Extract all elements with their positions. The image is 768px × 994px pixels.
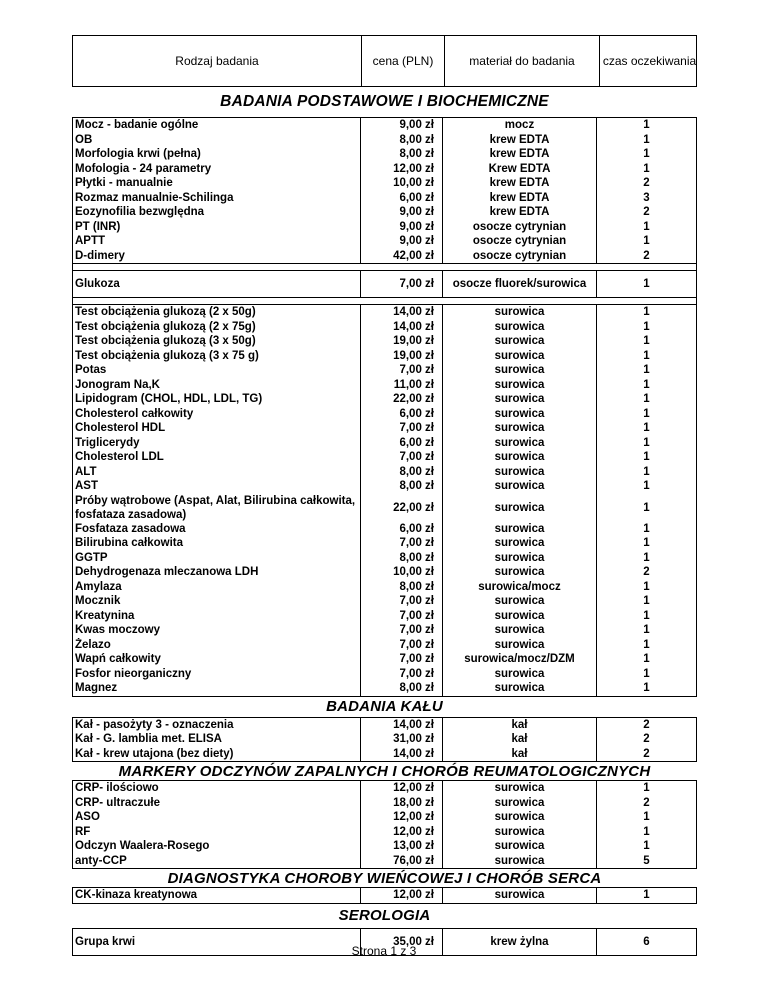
test-price: 9,00 zł <box>361 220 443 235</box>
test-price: 35,00 zł <box>361 929 443 955</box>
test-name: Fosfataza zasadowa <box>73 522 361 537</box>
test-name: Triglicerydy <box>73 436 361 451</box>
table-group <box>72 780 697 869</box>
test-name: AST <box>73 479 361 494</box>
table-row <box>73 191 696 206</box>
test-wait-time: 2 <box>643 718 650 731</box>
table-row <box>73 796 696 811</box>
test-name: Mofologia - 24 parametry <box>73 162 361 177</box>
test-price: 42,00 zł <box>361 249 443 264</box>
test-material: surowica <box>443 551 597 566</box>
test-price: 76,00 zł <box>361 854 443 869</box>
test-price: 6,00 zł <box>361 191 443 206</box>
test-material: surowica <box>443 565 597 580</box>
test-material: surowica <box>443 378 597 393</box>
table-row <box>73 652 696 667</box>
table-row <box>73 118 696 133</box>
test-name: Kał - G. lamblia met. ELISA <box>73 732 361 747</box>
test-wait-time: 1 <box>643 653 650 665</box>
test-price: 10,00 zł <box>361 176 443 191</box>
test-wait-time: 2 <box>643 177 650 189</box>
test-price: 8,00 zł <box>361 479 443 494</box>
test-wait-time: 2 <box>643 206 650 218</box>
test-price: 10,00 zł <box>361 565 443 580</box>
table-row <box>73 234 696 249</box>
test-price: 7,00 zł <box>361 594 443 609</box>
test-material: kał <box>443 732 597 747</box>
test-material: surowica <box>443 494 597 522</box>
test-price: 7,00 zł <box>361 536 443 551</box>
table-row <box>73 205 696 220</box>
test-material: krew żylna <box>443 929 597 955</box>
test-material: surowica <box>443 781 597 796</box>
test-wait-time: 1 <box>643 133 650 146</box>
test-material: surowica <box>443 810 597 825</box>
table-row <box>73 436 696 451</box>
test-price: 12,00 zł <box>361 162 443 177</box>
table-row <box>73 363 696 378</box>
test-price: 7,00 zł <box>361 667 443 682</box>
price-table <box>72 35 697 956</box>
test-price: 7,00 zł <box>361 609 443 624</box>
test-wait-time: 1 <box>643 782 650 794</box>
test-wait-time: 1 <box>643 522 650 535</box>
test-material: osocze cytrynian <box>443 234 597 249</box>
test-wait-time: 1 <box>643 393 650 405</box>
test-material: surowica <box>443 609 597 624</box>
test-wait-time: 1 <box>643 638 650 651</box>
test-name: Eozynofilia bezwględna <box>73 205 361 220</box>
test-name: Cholesterol HDL <box>73 421 361 436</box>
table-row <box>73 536 696 551</box>
test-material: surowica <box>443 450 597 465</box>
table-row <box>73 667 696 682</box>
test-material: Krew EDTA <box>443 162 597 177</box>
table-row <box>73 305 696 320</box>
test-material: osocze cytrynian <box>443 220 597 235</box>
test-material: surowica <box>443 465 597 480</box>
table-row <box>73 825 696 840</box>
test-name: PT (INR) <box>73 220 361 235</box>
test-price: 7,00 zł <box>361 421 443 436</box>
table-row <box>73 638 696 653</box>
test-wait-time: 1 <box>643 451 650 463</box>
test-name: Bilirubina całkowita <box>73 536 361 551</box>
table-header <box>72 35 697 87</box>
test-name: Żelazo <box>73 638 361 653</box>
table-row <box>73 810 696 825</box>
test-price: 22,00 zł <box>361 494 443 522</box>
test-material: surowica <box>443 522 597 537</box>
table-row <box>73 494 696 522</box>
test-name: OB <box>73 133 361 148</box>
test-name: Mocz - badanie ogólne <box>73 118 361 133</box>
test-name: CK-kinaza kreatynowa <box>73 888 361 903</box>
col-header-name: Rodzaj badania <box>175 54 259 68</box>
test-material: krew EDTA <box>443 133 597 148</box>
test-material: surowica <box>443 825 597 840</box>
test-wait-time: 1 <box>643 465 650 478</box>
test-material: surowica <box>443 888 597 903</box>
test-wait-time: 1 <box>643 349 650 362</box>
test-price: 7,00 zł <box>361 363 443 378</box>
test-wait-time: 2 <box>643 747 650 760</box>
test-name: Potas <box>73 363 361 378</box>
test-price: 18,00 zł <box>361 796 443 811</box>
table-row <box>73 334 696 349</box>
test-price: 9,00 zł <box>361 234 443 249</box>
test-wait-time: 1 <box>643 378 650 391</box>
test-price: 12,00 zł <box>361 888 443 903</box>
test-price: 19,00 zł <box>361 334 443 349</box>
section-title: MARKERY ODCZYNÓW ZAPALNYCH I CHORÓB REUMATOLOGICZNYCH <box>118 762 651 780</box>
table-row <box>73 781 696 796</box>
test-material: surowica/mocz/DZM <box>443 652 597 667</box>
test-price: 7,00 zł <box>361 450 443 465</box>
test-price: 8,00 zł <box>361 580 443 595</box>
table-row <box>73 594 696 609</box>
test-name: RF <box>73 825 361 840</box>
test-material: surowica/mocz <box>443 580 597 595</box>
test-material: surowica <box>443 479 597 494</box>
test-wait-time: 1 <box>643 825 650 838</box>
table-row <box>73 162 696 177</box>
test-name: Rozmaz manualnie-Schilinga <box>73 191 361 206</box>
test-name: Test obciążenia glukozą (3 x 50g) <box>73 334 361 349</box>
test-wait-time: 1 <box>643 595 650 607</box>
test-material: mocz <box>443 118 597 133</box>
table-row <box>73 718 696 733</box>
table-group <box>72 270 697 298</box>
test-wait-time: 1 <box>643 624 650 636</box>
test-wait-time: 1 <box>643 480 650 492</box>
test-name: ALT <box>73 465 361 480</box>
table-row <box>73 465 696 480</box>
test-price: 8,00 zł <box>361 465 443 480</box>
test-price: 14,00 zł <box>361 718 443 733</box>
test-material: osocze fluorek/surowica <box>443 271 597 297</box>
table-row <box>73 580 696 595</box>
test-name: GGTP <box>73 551 361 566</box>
test-wait-time: 1 <box>643 235 650 247</box>
test-name: Kał - pasożyty 3 - oznaczenia <box>73 718 361 733</box>
table-row <box>73 147 696 162</box>
section-title: BADANIA PODSTAWOWE I BIOCHEMICZNE <box>220 93 549 110</box>
test-name: Płytki - manualnie <box>73 176 361 191</box>
test-name: Mocznik <box>73 594 361 609</box>
test-material: surowica <box>443 536 597 551</box>
test-wait-time: 1 <box>643 407 650 420</box>
test-price: 9,00 zł <box>361 205 443 220</box>
test-wait-time: 1 <box>643 609 650 622</box>
test-name: Glukoza <box>73 271 361 297</box>
test-material: surowica <box>443 638 597 653</box>
table-row <box>73 320 696 335</box>
test-price: 19,00 zł <box>361 349 443 364</box>
test-name: ASO <box>73 810 361 825</box>
test-wait-time: 1 <box>643 335 650 347</box>
test-price: 8,00 zł <box>361 133 443 148</box>
test-wait-time: 1 <box>643 320 650 333</box>
test-wait-time: 2 <box>643 796 650 809</box>
section-title: BADANIA KAŁU <box>326 698 443 715</box>
test-price: 7,00 zł <box>361 271 443 297</box>
test-price: 14,00 zł <box>361 747 443 762</box>
test-wait-time: 1 <box>643 422 650 434</box>
test-wait-time: 1 <box>643 537 650 549</box>
test-material: kał <box>443 718 597 733</box>
test-material: krew EDTA <box>443 176 597 191</box>
test-price: 13,00 zł <box>361 839 443 854</box>
test-material: kał <box>443 747 597 762</box>
test-material: osocze cytrynian <box>443 249 597 264</box>
test-price: 7,00 zł <box>361 623 443 638</box>
table-row <box>73 839 696 854</box>
table-row <box>73 421 696 436</box>
table-row <box>73 378 696 393</box>
test-wait-time: 1 <box>643 162 650 175</box>
test-price: 22,00 zł <box>361 392 443 407</box>
test-material: surowica <box>443 839 597 854</box>
test-material: surowica <box>443 681 597 696</box>
table-row <box>73 522 696 537</box>
test-wait-time: 1 <box>643 840 650 852</box>
test-material: surowica <box>443 667 597 682</box>
table-row <box>73 271 696 297</box>
test-material: surowica <box>443 594 597 609</box>
table-row <box>73 609 696 624</box>
test-wait-time: 6 <box>643 935 650 948</box>
test-wait-time: 1 <box>643 811 650 823</box>
section-title: DIAGNOSTYKA CHOROBY WIEŃCOWEJ I CHORÓB SERCA <box>167 869 602 887</box>
test-name: Test obciążenia glukozą (2 x 75g) <box>73 320 361 335</box>
test-price: 7,00 zł <box>361 652 443 667</box>
test-wait-time: 2 <box>643 566 650 578</box>
page-footer: Strona 1 z 3 <box>351 944 417 958</box>
test-wait-time: 1 <box>643 580 650 593</box>
test-price: 14,00 zł <box>361 305 443 320</box>
test-name: Cholesterol całkowity <box>73 407 361 422</box>
test-wait-time: 3 <box>643 191 650 204</box>
test-material: surowica <box>443 421 597 436</box>
table-row <box>73 551 696 566</box>
test-wait-time: 1 <box>643 436 650 449</box>
test-name: Magnez <box>73 681 361 696</box>
test-price: 8,00 zł <box>361 681 443 696</box>
table-group <box>72 717 697 763</box>
table-row <box>73 854 696 869</box>
test-material: surowica <box>443 623 597 638</box>
table-group <box>72 304 697 697</box>
table-row <box>73 392 696 407</box>
col-header-price: cena (PLN) <box>361 36 444 86</box>
test-material: surowica <box>443 334 597 349</box>
test-price: 8,00 zł <box>361 551 443 566</box>
test-name: Grupa krwi <box>73 929 361 955</box>
section-title: SEROLOGIA <box>338 907 431 924</box>
test-price: 11,00 zł <box>361 378 443 393</box>
test-material: surowica <box>443 796 597 811</box>
test-price: 31,00 zł <box>361 732 443 747</box>
test-material: surowica <box>443 854 597 869</box>
table-row <box>73 176 696 191</box>
test-wait-time: 1 <box>643 119 650 131</box>
table-row <box>73 407 696 422</box>
test-wait-time: 1 <box>643 682 650 694</box>
test-name: CRP- ultraczułe <box>73 796 361 811</box>
table-row <box>73 732 696 747</box>
table-row <box>73 888 696 903</box>
test-material: surowica <box>443 392 597 407</box>
test-name: Test obciążenia glukozą (2 x 50g) <box>73 305 361 320</box>
test-wait-time: 5 <box>643 854 650 867</box>
test-name: Morfologia krwi (pełna) <box>73 147 361 162</box>
test-wait-time: 1 <box>643 364 650 376</box>
test-name: Odczyn Waalera-Rosego <box>73 839 361 854</box>
test-material: surowica <box>443 363 597 378</box>
test-wait-time: 1 <box>643 220 650 233</box>
test-name: Lipidogram (CHOL, HDL, LDL, TG) <box>73 392 361 407</box>
test-material: krew EDTA <box>443 147 597 162</box>
table-group <box>72 117 697 264</box>
test-name: APTT <box>73 234 361 249</box>
test-price: 12,00 zł <box>361 810 443 825</box>
table-row <box>73 133 696 148</box>
test-name: CRP- ilościowo <box>73 781 361 796</box>
test-name: Próby wątrobowe (Aspat, Alat, Bilirubina całkowita, fosfataza zasadowa) <box>73 494 361 522</box>
test-price: 6,00 zł <box>361 407 443 422</box>
test-material: surowica <box>443 305 597 320</box>
table-row <box>73 747 696 762</box>
test-wait-time: 1 <box>643 667 650 680</box>
table-row <box>73 479 696 494</box>
test-name: Wapń całkowity <box>73 652 361 667</box>
test-price: 12,00 zł <box>361 781 443 796</box>
test-price: 9,00 zł <box>361 118 443 133</box>
col-header-material: materiał do badania <box>444 36 599 86</box>
table-row <box>73 565 696 580</box>
test-name: Fosfor nieorganiczny <box>73 667 361 682</box>
test-material: surowica <box>443 349 597 364</box>
test-wait-time: 1 <box>643 148 650 160</box>
test-name: Jonogram Na,K <box>73 378 361 393</box>
test-name: Kwas moczowy <box>73 623 361 638</box>
table-row <box>73 249 696 264</box>
table-group <box>72 887 697 904</box>
test-name: Test obciążenia glukozą (3 x 75 g) <box>73 349 361 364</box>
test-wait-time: 2 <box>643 249 650 262</box>
test-name: Cholesterol LDL <box>73 450 361 465</box>
test-material: surowica <box>443 436 597 451</box>
test-name: Dehydrogenaza mleczanowa LDH <box>73 565 361 580</box>
test-price: 12,00 zł <box>361 825 443 840</box>
test-name: anty-CCP <box>73 854 361 869</box>
table-row <box>73 623 696 638</box>
test-price: 8,00 zł <box>361 147 443 162</box>
test-price: 6,00 zł <box>361 522 443 537</box>
test-name: Kał - krew utajona (bez diety) <box>73 747 361 762</box>
test-material: krew EDTA <box>443 191 597 206</box>
test-name: Amylaza <box>73 580 361 595</box>
test-wait-time: 1 <box>643 278 650 290</box>
test-wait-time: 1 <box>643 889 650 901</box>
table-row <box>73 681 696 696</box>
test-wait-time: 1 <box>643 501 650 514</box>
test-material: krew EDTA <box>443 205 597 220</box>
col-header-time: czas oczekiwania <box>599 36 699 86</box>
test-price: 6,00 zł <box>361 436 443 451</box>
test-name: Kreatynina <box>73 609 361 624</box>
test-material: surowica <box>443 320 597 335</box>
test-price: 14,00 zł <box>361 320 443 335</box>
test-wait-time: 2 <box>643 733 650 745</box>
test-wait-time: 1 <box>643 306 650 318</box>
table-row <box>73 450 696 465</box>
test-material: surowica <box>443 407 597 422</box>
test-price: 7,00 zł <box>361 638 443 653</box>
test-name: D-dimery <box>73 249 361 264</box>
table-row <box>73 220 696 235</box>
table-row <box>73 349 696 364</box>
test-wait-time: 1 <box>643 551 650 564</box>
